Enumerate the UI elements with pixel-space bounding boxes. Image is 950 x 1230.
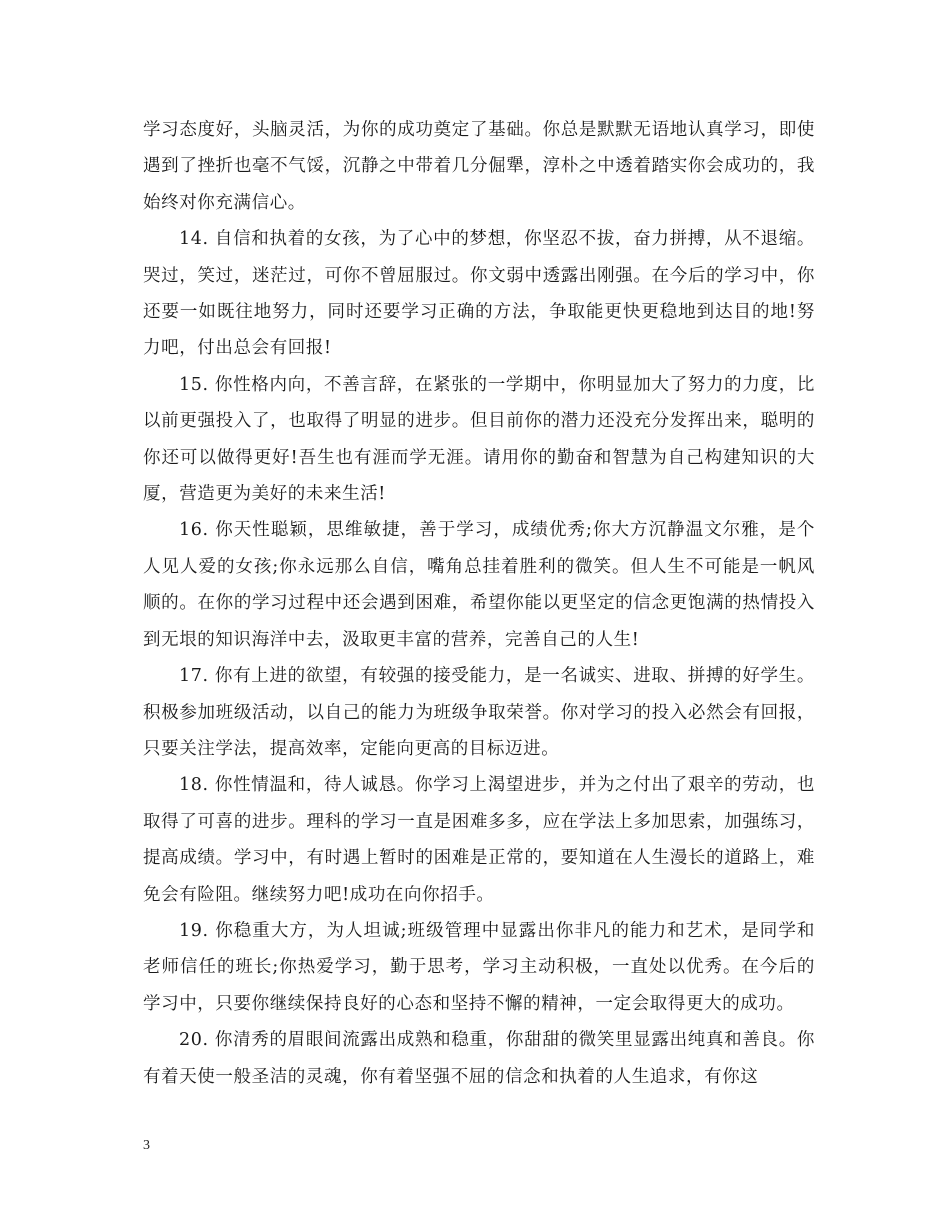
paragraph-intro: 学习态度好，头脑灵活，为你的成功奠定了基础。你总是默默无语地认真学习，即使遇到了挫折也毫不气馁，沉静之中带着几分倔犟，淳朴之中透着踏实你会成功的，我始终对你充满信心。 xyxy=(143,120,815,213)
paragraph-14: 14. 自信和执着的女孩，为了心中的梦想，你坚忍不拔，奋力拼搏，从不退缩。哭过，笑过，迷茫过，可你不曾屈服过。你文弱中透露出刚强。在今后的学习中，你还要一如既往地努力，同时还要学习正确的方法，争取能更快更稳地到达目的地!努力吧，付出总会有回报! xyxy=(143,229,815,359)
paragraph-16: 16. 你天性聪颖，思维敏捷，善于学习，成绩优秀;你大方沉静温文尔雅，是个人见人爱的女孩;你永远那么自信，嘴角总挂着胜利的微笑。但人生不可能是一帆风顺的。在你的学习过程中还会遇到困难，希望你能以更坚定的信念更饱满的热情投入到无垠的知识海洋中去，汲取更丰富的营养，完善自己的人生! xyxy=(143,520,815,650)
paragraph-17: 17. 你有上进的欲望，有较强的接受能力，是一名诚实、进取、拼搏的好学生。积极参加班级活动，以自己的能力为班级争取荣誉。你对学习的投入必然会有回报，只要关注学法，提高效率，定能向更高的目标迈进。 xyxy=(143,666,815,759)
paragraph-20: 20. 你清秀的眉眼间流露出成熟和稳重，你甜甜的微笑里显露出纯真和善良。你有着天使一般圣洁的灵魂，你有着坚强不屈的信念和执着的人生追求，有你这 xyxy=(143,1030,815,1087)
paragraph-18: 18. 你性情温和，待人诚恳。你学习上渴望进步，并为之付出了艰辛的劳动，也取得了可喜的进步。理科的学习一直是困难多多，应在学法上多加思索，加强练习，提高成绩。学习中，有时遇上暂时的困难是正常的，要知道在人生漫长的道路上，难免会有险阻。继续努力吧!成功在向你招手。 xyxy=(143,775,815,905)
page-number: 3 xyxy=(143,1138,150,1153)
document-body xyxy=(143,112,815,1095)
paragraph-19: 19. 你稳重大方，为人坦诚;班级管理中显露出你非凡的能力和艺术，是同学和老师信任的班长;你热爱学习，勤于思考，学习主动积极，一直处以优秀。在今后的学习中，只要你继续保持良好的心态和坚持不懈的精神，一定会取得更大的成功。 xyxy=(143,920,815,1014)
paragraph-15: 15. 你性格内向，不善言辞，在紧张的一学期中，你明显加大了努力的力度，比以前更强投入了，也取得了明显的进步。但目前你的潜力还没充分发挥出来，聪明的你还可以做得更好!吾生也有涯而学无涯。请用你的勤奋和智慧为自己构建知识的大厦，营造更为美好的未来生活! xyxy=(143,374,815,505)
